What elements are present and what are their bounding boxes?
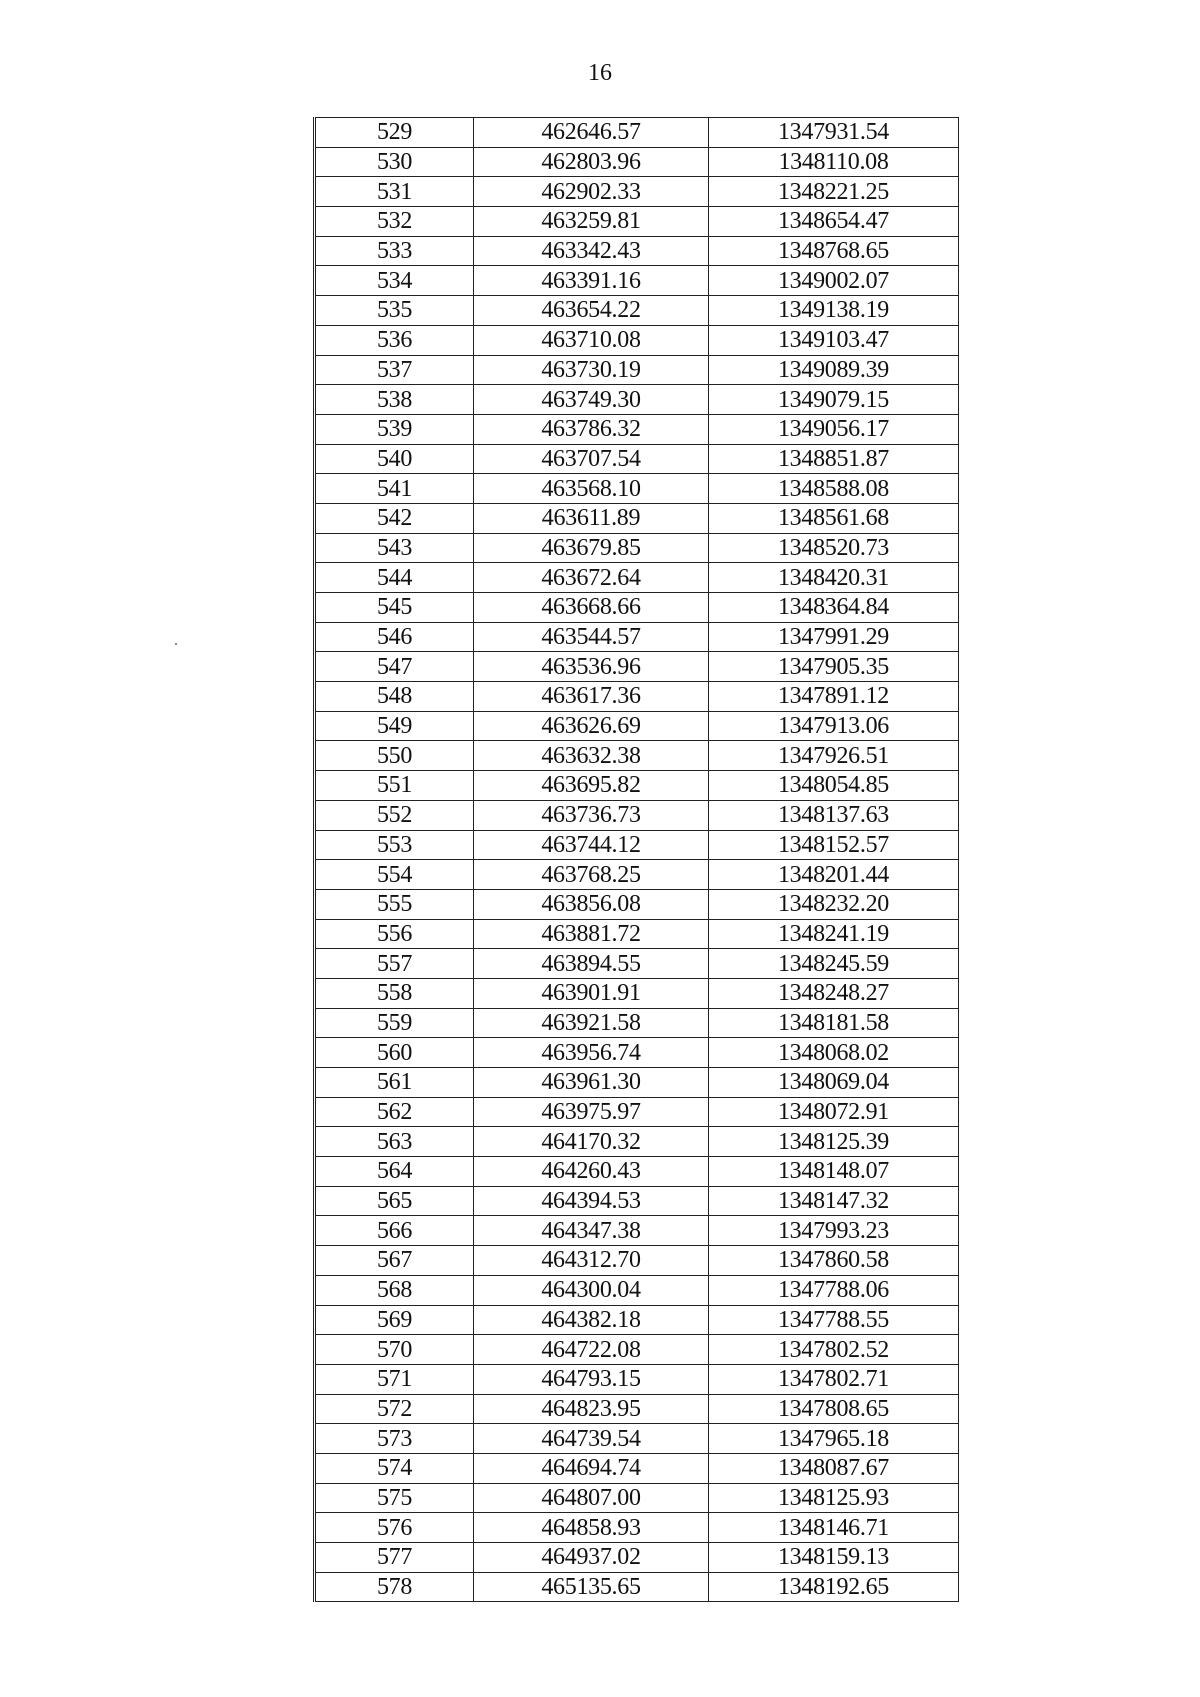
x-coordinate-cell: 464347.38: [474, 1216, 709, 1246]
x-coordinate-cell: 464260.43: [474, 1157, 709, 1187]
table-row: [315, 1246, 959, 1276]
x-coordinate-cell: 463342.43: [474, 236, 709, 266]
table-row: [315, 919, 959, 949]
table-row: [315, 1127, 959, 1157]
point-number-cell: 536: [315, 325, 474, 355]
table-row: [315, 949, 959, 979]
table-row: [315, 118, 959, 148]
point-number-cell: 540: [315, 444, 474, 474]
point-number-cell: 553: [315, 830, 474, 860]
x-coordinate-cell: 463786.32: [474, 414, 709, 444]
point-number-cell: 568: [315, 1275, 474, 1305]
y-coordinate-cell: 1349056.17: [709, 414, 959, 444]
x-coordinate-cell: 463956.74: [474, 1038, 709, 1068]
point-number-cell: 563: [315, 1127, 474, 1157]
point-number-cell: 531: [315, 177, 474, 207]
point-number-cell: 532: [315, 207, 474, 237]
x-coordinate-cell: 463568.10: [474, 474, 709, 504]
table-row: [315, 385, 959, 415]
table-row: [315, 1038, 959, 1068]
x-coordinate-cell: 464807.00: [474, 1483, 709, 1513]
point-number-cell: 535: [315, 296, 474, 326]
point-number-cell: 548: [315, 682, 474, 712]
page-number: 16: [588, 60, 612, 86]
point-number-cell: 542: [315, 503, 474, 533]
x-coordinate-cell: 463710.08: [474, 325, 709, 355]
x-coordinate-cell: 463856.08: [474, 889, 709, 919]
y-coordinate-cell: 1348068.02: [709, 1038, 959, 1068]
table-row: [315, 533, 959, 563]
y-coordinate-cell: 1348520.73: [709, 533, 959, 563]
table-row: [315, 147, 959, 177]
y-coordinate-cell: 1349002.07: [709, 266, 959, 296]
y-coordinate-cell: 1348768.65: [709, 236, 959, 266]
y-coordinate-cell: 1348054.85: [709, 771, 959, 801]
x-coordinate-cell: 463544.57: [474, 622, 709, 652]
x-coordinate-cell: 464694.74: [474, 1453, 709, 1483]
table-row: [315, 771, 959, 801]
y-coordinate-cell: 1347891.12: [709, 682, 959, 712]
y-coordinate-cell: 1347991.29: [709, 622, 959, 652]
y-coordinate-cell: 1349138.19: [709, 296, 959, 326]
point-number-cell: 567: [315, 1246, 474, 1276]
point-number-cell: 578: [315, 1572, 474, 1602]
point-number-cell: 534: [315, 266, 474, 296]
x-coordinate-cell: 464394.53: [474, 1186, 709, 1216]
x-coordinate-cell: 463921.58: [474, 1008, 709, 1038]
y-coordinate-cell: 1347965.18: [709, 1424, 959, 1454]
point-number-cell: 569: [315, 1305, 474, 1335]
table-row: [315, 593, 959, 623]
y-coordinate-cell: 1348147.32: [709, 1186, 959, 1216]
point-number-cell: 562: [315, 1097, 474, 1127]
x-coordinate-cell: 462803.96: [474, 147, 709, 177]
x-coordinate-cell: 462646.57: [474, 118, 709, 148]
x-coordinate-cell: 463626.69: [474, 711, 709, 741]
point-number-cell: 576: [315, 1513, 474, 1543]
point-number-cell: 538: [315, 385, 474, 415]
table-row: [315, 444, 959, 474]
point-number-cell: 571: [315, 1364, 474, 1394]
scan-artifact-dot: [175, 643, 177, 645]
point-number-cell: 556: [315, 919, 474, 949]
y-coordinate-cell: 1349079.15: [709, 385, 959, 415]
point-number-cell: 541: [315, 474, 474, 504]
point-number-cell: 552: [315, 800, 474, 830]
point-number-cell: 543: [315, 533, 474, 563]
y-coordinate-cell: 1349089.39: [709, 355, 959, 385]
x-coordinate-cell: 463736.73: [474, 800, 709, 830]
x-coordinate-cell: 463695.82: [474, 771, 709, 801]
point-number-cell: 557: [315, 949, 474, 979]
x-coordinate-cell: 464722.08: [474, 1335, 709, 1365]
x-coordinate-cell: 463730.19: [474, 355, 709, 385]
table-row: [315, 1483, 959, 1513]
y-coordinate-cell: 1348148.07: [709, 1157, 959, 1187]
point-number-cell: 573: [315, 1424, 474, 1454]
y-coordinate-cell: 1348146.71: [709, 1513, 959, 1543]
table-row: [315, 622, 959, 652]
point-number-cell: 545: [315, 593, 474, 623]
point-number-cell: 565: [315, 1186, 474, 1216]
y-coordinate-cell: 1348201.44: [709, 860, 959, 890]
y-coordinate-cell: 1348152.57: [709, 830, 959, 860]
point-number-cell: 572: [315, 1394, 474, 1424]
point-number-cell: 529: [315, 118, 474, 148]
x-coordinate-cell: 463749.30: [474, 385, 709, 415]
y-coordinate-cell: 1348072.91: [709, 1097, 959, 1127]
table-row: [315, 711, 959, 741]
y-coordinate-cell: 1348110.08: [709, 147, 959, 177]
point-number-cell: 575: [315, 1483, 474, 1513]
y-coordinate-cell: 1348245.59: [709, 949, 959, 979]
point-number-cell: 533: [315, 236, 474, 266]
table-row: [315, 652, 959, 682]
point-number-cell: 539: [315, 414, 474, 444]
table-row: [315, 1305, 959, 1335]
point-number-cell: 551: [315, 771, 474, 801]
y-coordinate-cell: 1347993.23: [709, 1216, 959, 1246]
x-coordinate-cell: 464382.18: [474, 1305, 709, 1335]
point-number-cell: 577: [315, 1543, 474, 1573]
table-row: [315, 830, 959, 860]
y-coordinate-cell: 1348181.58: [709, 1008, 959, 1038]
x-coordinate-cell: 463894.55: [474, 949, 709, 979]
table-row: [315, 563, 959, 593]
y-coordinate-cell: 1348232.20: [709, 889, 959, 919]
y-coordinate-cell: 1348420.31: [709, 563, 959, 593]
point-number-cell: 549: [315, 711, 474, 741]
x-coordinate-cell: 463668.66: [474, 593, 709, 623]
y-coordinate-cell: 1348364.84: [709, 593, 959, 623]
table-row: [315, 296, 959, 326]
table-row: [315, 1275, 959, 1305]
y-coordinate-cell: 1348192.65: [709, 1572, 959, 1602]
table-row: [315, 1186, 959, 1216]
table-row: [315, 1216, 959, 1246]
table-row: [315, 414, 959, 444]
point-number-cell: 530: [315, 147, 474, 177]
table-row: [315, 266, 959, 296]
y-coordinate-cell: 1348159.13: [709, 1543, 959, 1573]
table-row: [315, 889, 959, 919]
table-row: [315, 503, 959, 533]
x-coordinate-cell: 464793.15: [474, 1364, 709, 1394]
table-row: [315, 1572, 959, 1602]
x-coordinate-cell: 463768.25: [474, 860, 709, 890]
table-row: [315, 1008, 959, 1038]
table-row: [315, 1453, 959, 1483]
x-coordinate-cell: 463259.81: [474, 207, 709, 237]
table-row: [315, 741, 959, 771]
x-coordinate-cell: 464739.54: [474, 1424, 709, 1454]
point-number-cell: 554: [315, 860, 474, 890]
x-coordinate-cell: 463961.30: [474, 1068, 709, 1098]
y-coordinate-cell: 1347905.35: [709, 652, 959, 682]
y-coordinate-cell: 1348069.04: [709, 1068, 959, 1098]
x-coordinate-cell: 463617.36: [474, 682, 709, 712]
x-coordinate-cell: 463632.38: [474, 741, 709, 771]
point-number-cell: 561: [315, 1068, 474, 1098]
point-number-cell: 574: [315, 1453, 474, 1483]
x-coordinate-cell: 463744.12: [474, 830, 709, 860]
coordinates-table: [313, 117, 959, 1602]
table-row: [315, 860, 959, 890]
table-row: [315, 1424, 959, 1454]
x-coordinate-cell: 463611.89: [474, 503, 709, 533]
point-number-cell: 537: [315, 355, 474, 385]
table-row: [315, 1364, 959, 1394]
table-row: [315, 207, 959, 237]
y-coordinate-cell: 1348241.19: [709, 919, 959, 949]
table-row: [315, 1068, 959, 1098]
table-row: [315, 236, 959, 266]
y-coordinate-cell: 1348654.47: [709, 207, 959, 237]
y-coordinate-cell: 1347931.54: [709, 118, 959, 148]
x-coordinate-cell: 464300.04: [474, 1275, 709, 1305]
x-coordinate-cell: 463391.16: [474, 266, 709, 296]
y-coordinate-cell: 1347913.06: [709, 711, 959, 741]
x-coordinate-cell: 462902.33: [474, 177, 709, 207]
y-coordinate-cell: 1347808.65: [709, 1394, 959, 1424]
point-number-cell: 564: [315, 1157, 474, 1187]
y-coordinate-cell: 1348851.87: [709, 444, 959, 474]
x-coordinate-cell: 464312.70: [474, 1246, 709, 1276]
point-number-cell: 566: [315, 1216, 474, 1246]
x-coordinate-cell: 463975.97: [474, 1097, 709, 1127]
y-coordinate-cell: 1349103.47: [709, 325, 959, 355]
point-number-cell: 570: [315, 1335, 474, 1365]
table-row: [315, 682, 959, 712]
y-coordinate-cell: 1348087.67: [709, 1453, 959, 1483]
point-number-cell: 560: [315, 1038, 474, 1068]
y-coordinate-cell: 1347860.58: [709, 1246, 959, 1276]
x-coordinate-cell: 464937.02: [474, 1543, 709, 1573]
x-coordinate-cell: 465135.65: [474, 1572, 709, 1602]
point-number-cell: 559: [315, 1008, 474, 1038]
x-coordinate-cell: 463881.72: [474, 919, 709, 949]
x-coordinate-cell: 464170.32: [474, 1127, 709, 1157]
y-coordinate-cell: 1348588.08: [709, 474, 959, 504]
x-coordinate-cell: 464823.95: [474, 1394, 709, 1424]
point-number-cell: 544: [315, 563, 474, 593]
x-coordinate-cell: 463679.85: [474, 533, 709, 563]
table-row: [315, 474, 959, 504]
x-coordinate-cell: 464858.93: [474, 1513, 709, 1543]
y-coordinate-cell: 1348221.25: [709, 177, 959, 207]
table-row: [315, 1394, 959, 1424]
point-number-cell: 550: [315, 741, 474, 771]
point-number-cell: 546: [315, 622, 474, 652]
table-row: [315, 1335, 959, 1365]
y-coordinate-cell: 1348561.68: [709, 503, 959, 533]
table-row: [315, 177, 959, 207]
x-coordinate-cell: 463707.54: [474, 444, 709, 474]
y-coordinate-cell: 1348125.39: [709, 1127, 959, 1157]
x-coordinate-cell: 463654.22: [474, 296, 709, 326]
coordinates-table-body: [315, 118, 959, 1602]
table-row: [315, 800, 959, 830]
y-coordinate-cell: 1347788.55: [709, 1305, 959, 1335]
point-number-cell: 558: [315, 978, 474, 1008]
x-coordinate-cell: 463672.64: [474, 563, 709, 593]
table-row: [315, 355, 959, 385]
y-coordinate-cell: 1347926.51: [709, 741, 959, 771]
table-row: [315, 1513, 959, 1543]
table-row: [315, 1157, 959, 1187]
table-row: [315, 978, 959, 1008]
y-coordinate-cell: 1348248.27: [709, 978, 959, 1008]
x-coordinate-cell: 463536.96: [474, 652, 709, 682]
x-coordinate-cell: 463901.91: [474, 978, 709, 1008]
point-number-cell: 555: [315, 889, 474, 919]
y-coordinate-cell: 1347788.06: [709, 1275, 959, 1305]
table-row: [315, 1097, 959, 1127]
point-number-cell: 547: [315, 652, 474, 682]
y-coordinate-cell: 1348125.93: [709, 1483, 959, 1513]
y-coordinate-cell: 1347802.71: [709, 1364, 959, 1394]
table-row: [315, 1543, 959, 1573]
table-row: [315, 325, 959, 355]
y-coordinate-cell: 1347802.52: [709, 1335, 959, 1365]
y-coordinate-cell: 1348137.63: [709, 800, 959, 830]
